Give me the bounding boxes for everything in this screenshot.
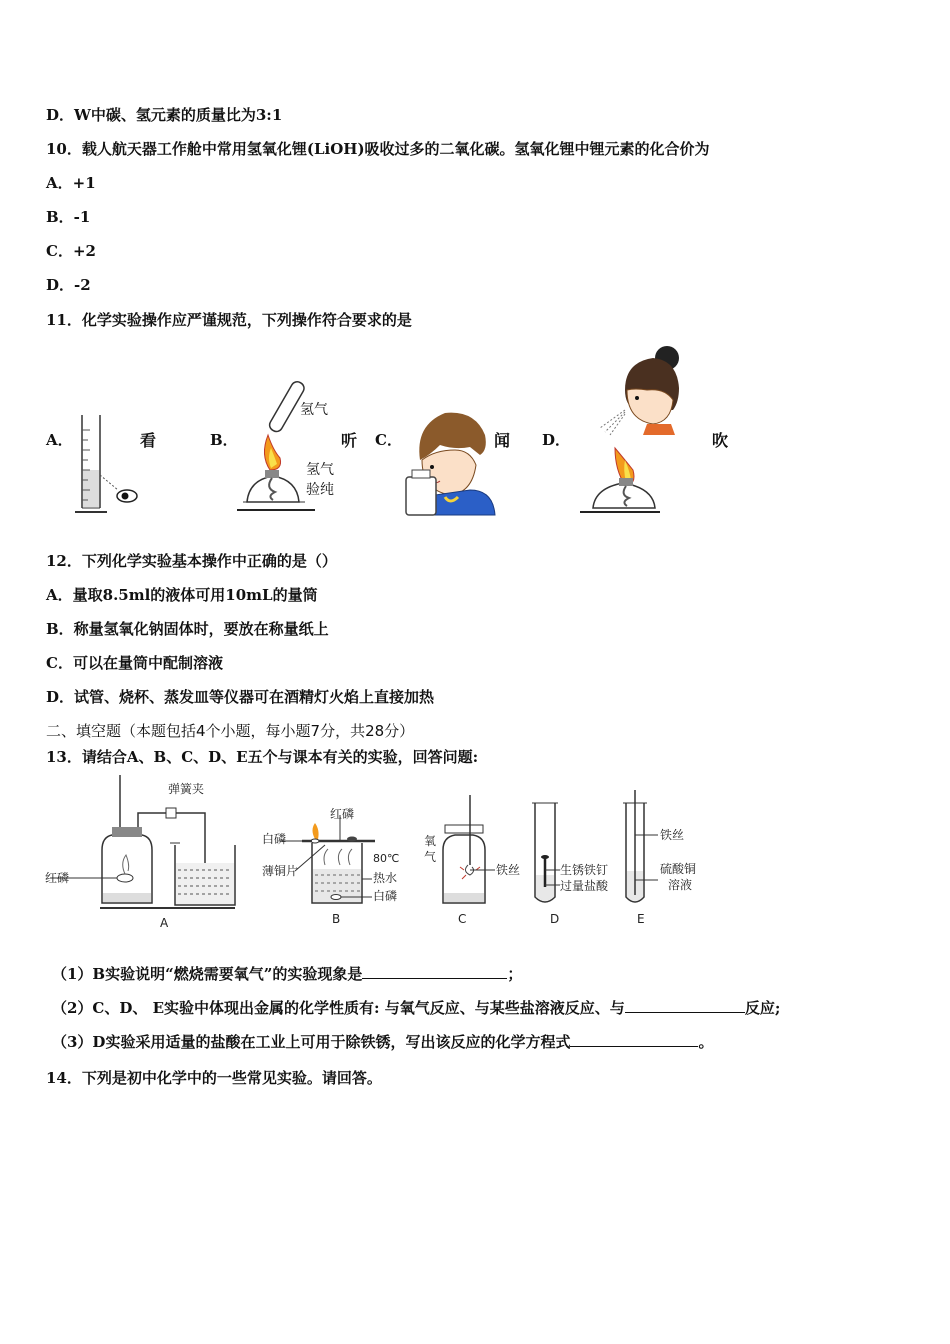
q10-option-d: D．-2 [46,276,91,294]
q9-option-d: D．W中碳、氢元素的质量比为3:1 [46,106,283,124]
q13-b-white-phosphorus-2-label: 白磷 [373,889,398,903]
q13-b-caption: B [332,912,341,926]
q13-c-caption: C [458,912,467,926]
q13-c-oxygen-label-2: 气 [424,850,437,864]
q11-b-tube-label: 氢气 [300,402,328,418]
q11-option-b-word: 听 [341,431,358,450]
q12-option-d: D．试管、烧杯、蒸发皿等仪器可在酒精灯火焰上直接加热 [46,688,435,706]
q10-option-c: C．+2 [46,242,96,260]
q11-b-lamp-label-1: 氢气 [306,462,334,478]
q13-a-clip-label: 弹簧夹 [168,782,205,796]
q13-b-temp-label: 80℃ [373,852,400,865]
q11-figure-a-cylinder [70,410,150,520]
q13-d-nail-label: 生锈铁钉 [560,863,609,877]
q13-e-wire-label: 铁丝 [660,828,685,842]
section-2-heading: 二、填空题（本题包括4个小题，每小题7分，共28分） [46,722,415,740]
q11-option-c-label: C． [375,431,402,449]
q11-option-d-label: D． [542,431,571,449]
q13-experiment-figure [40,775,720,935]
q13-a-red-phosphorus-label: 红磷 [45,871,70,885]
q11-figure-d-blow [575,340,690,520]
q13-part-1: （1）B实验说明“燃烧需要氧气”的实验现象是 ； [52,965,523,983]
q10-option-b: B．-1 [46,208,91,226]
q12-stem: 12．下列化学实验基本操作中正确的是（） [46,552,337,570]
q13-e-solution-label-2: 溶液 [668,878,693,892]
q11-option-a-word: 看 [140,431,157,450]
q13-part-1-blank[interactable] [362,964,507,979]
q13-apparatus-e [623,790,658,902]
q11-option-c-word: 闻 [494,431,511,450]
q13-part-3-blank[interactable] [570,1032,698,1047]
q10-option-a: A．+1 [46,174,96,192]
q13-d-caption: D [550,912,560,926]
q11-option-d-word: 吹 [712,431,729,450]
q11-option-a-label: A． [46,431,73,449]
q12-option-c: C．可以在量筒中配制溶液 [46,654,223,672]
q13-part-3: （3）D实验采用适量的盐酸在工业上可用于除铁锈，写出该反应的化学方程式 。 [52,1033,714,1051]
q10-stem: 10．载人航天器工作舱中常用氢氧化锂(LiOH)吸收过多的二氧化碳。氢氧化锂中锂元素的化合价为 [46,140,710,158]
q13-e-solution-label-1: 硫酸铜 [660,862,697,876]
q13-apparatus-c [443,795,495,903]
q13-c-wire-label: 铁丝 [496,863,521,877]
q13-e-caption: E [637,912,645,926]
q13-b-water-label: 热水 [373,871,398,885]
q13-part-2-blank[interactable] [625,998,745,1013]
q13-apparatus-d [532,803,560,902]
q13-apparatus-b [280,815,375,903]
q13-c-oxygen-label-1: 氧 [424,834,437,848]
q13-d-acid-label: 过量盐酸 [560,879,609,893]
q12-option-b: B．称量氢氧化钠固体时，要放在称量纸上 [46,620,329,638]
q13-stem: 13．请结合A、B、C、D、E五个与课本有关的实验，回答问题: [46,748,479,766]
q14-stem: 14．下列是初中化学中的一些常见实验。请回答。 [46,1069,382,1087]
q13-b-white-phosphorus-label: 白磷 [262,832,287,846]
q13-a-caption: A [160,916,169,930]
q11-option-b-label: B． [210,431,238,449]
q11-figure-c-smell [400,405,495,520]
q11-figure-b-hydrogen [235,380,345,520]
q11-b-lamp-label-2: 验纯 [306,482,334,498]
q11-stem: 11．化学实验操作应严谨规范，下列操作符合要求的是 [46,311,412,329]
q13-part-2: （2）C、D、 E实验中体现出金属的化学性质有: 与氧气反应、与某些盐溶液反应、与 反应; [52,999,781,1017]
q13-apparatus-a [50,775,235,908]
q13-b-red-phosphorus-label: 红磷 [330,807,355,821]
q13-b-copper-label: 薄铜片 [262,864,299,878]
q12-option-a: A．量取8.5ml的液体可用10mL的量筒 [46,586,318,604]
